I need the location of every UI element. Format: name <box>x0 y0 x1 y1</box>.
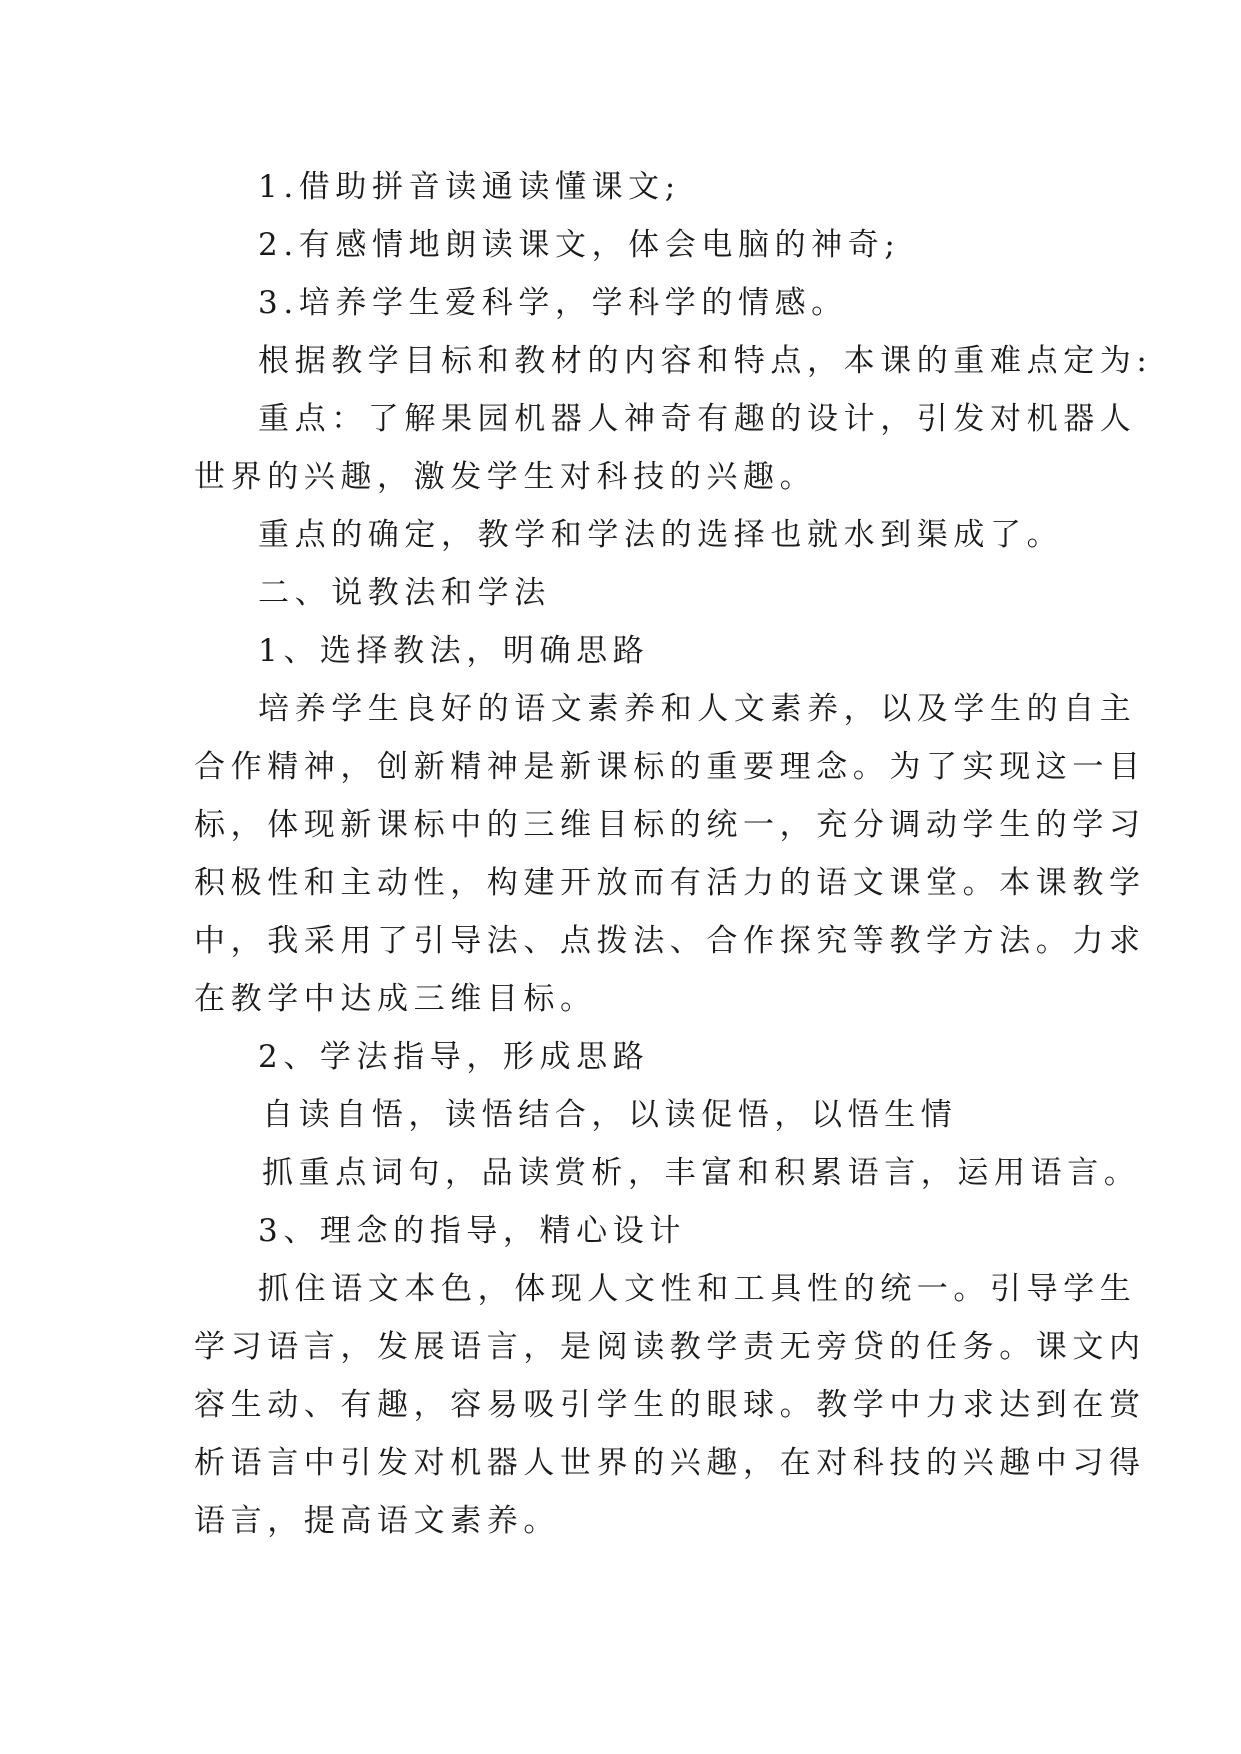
objective-line-1: 1.借助拼音读通读懂课文; <box>258 169 681 205</box>
key-point-paragraph-line: 世界的兴趣，激发学生对科技的兴趣。 <box>194 459 817 495</box>
paragraph-line: 语言，提高语文素养。 <box>194 1503 560 1539</box>
paragraph-line: 中，我采用了引导法、点拨法、合作探究等教学方法。力求 <box>194 923 1146 959</box>
paragraph-line: 合作精神，创新精神是新课标的重要理念。为了实现这一目 <box>194 749 1146 785</box>
method-line: 抓重点词句，品读赏析，丰富和积累语言，运用语言。 <box>262 1155 1141 1191</box>
subsection-heading: 1、选择教法，明确思路 <box>258 633 650 669</box>
key-point-paragraph-line: 重点：了解果园机器人神奇有趣的设计，引发对机器人 <box>258 401 1137 437</box>
paragraph-line: 标，体现新课标中的三维目标的统一，充分调动学生的学习 <box>194 807 1146 843</box>
paragraph-line: 学习语言，发展语言，是阅读教学责无旁贷的任务。课文内 <box>194 1329 1146 1365</box>
paragraph-line: 积极性和主动性，构建开放而有活力的语文课堂。本课教学 <box>194 865 1146 901</box>
subsection-heading: 2、学法指导，形成思路 <box>258 1039 650 1075</box>
paragraph-line: 抓住语文本色，体现人文性和工具性的统一。引导学生 <box>258 1271 1137 1307</box>
key-point-conclusion: 重点的确定，教学和学法的选择也就水到渠成了。 <box>258 517 1064 553</box>
paragraph-line: 在教学中达成三维目标。 <box>194 981 597 1017</box>
paragraph-line: 析语言中引发对机器人世界的兴趣，在对科技的兴趣中习得 <box>194 1445 1146 1481</box>
objective-line-3: 3.培养学生爱科学，学科学的情感。 <box>258 285 848 321</box>
method-line: 自读自悟，读悟结合，以读促悟，以悟生情 <box>262 1097 958 1133</box>
paragraph-line: 培养学生良好的语文素养和人文素养，以及学生的自主 <box>258 691 1137 727</box>
section-heading: 二、说教法和学法 <box>258 575 551 611</box>
key-points-intro: 根据教学目标和教材的内容和特点，本课的重难点定为: <box>258 343 1153 379</box>
paragraph-line: 容生动、有趣，容易吸引学生的眼球。教学中力求达到在赏 <box>194 1387 1146 1423</box>
subsection-heading: 3、理念的指导，精心设计 <box>258 1213 686 1249</box>
objective-line-2: 2.有感情地朗读课文，体会电脑的神奇; <box>258 227 901 263</box>
